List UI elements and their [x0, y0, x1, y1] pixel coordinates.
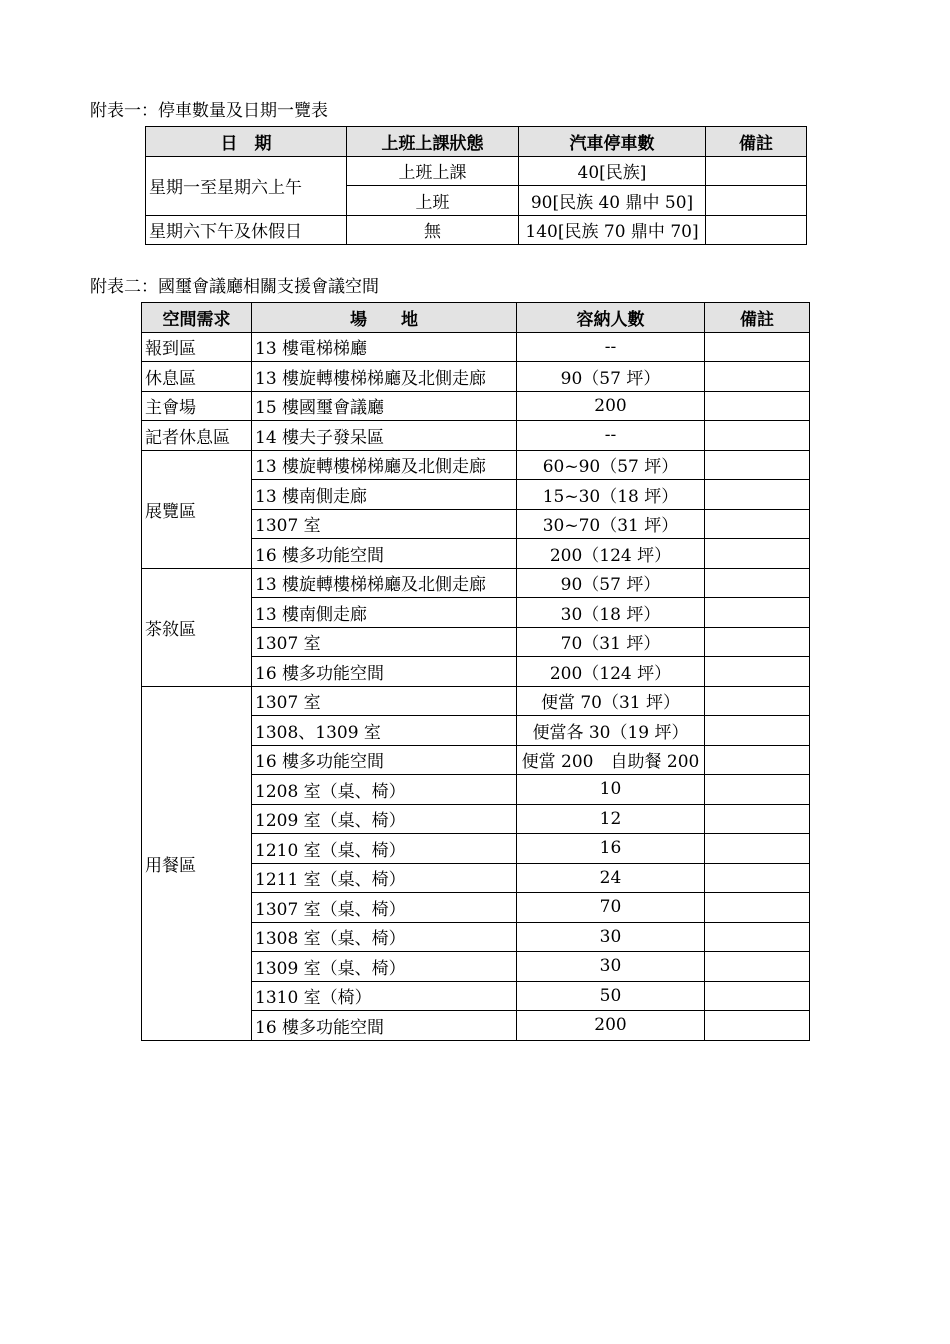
- cell-date: 星期六下午及休假日: [146, 215, 347, 245]
- cell-note: [705, 450, 810, 480]
- cell-note: [705, 834, 810, 864]
- cell-date: 星期一至星期六上午: [146, 156, 347, 215]
- cell-note: [705, 804, 810, 834]
- cell-capacity: 200（124 坪）: [517, 657, 705, 687]
- cell-capacity: 30: [517, 952, 705, 982]
- cell-venue: 1309 室（桌、椅）: [252, 952, 517, 982]
- cell-area: 茶敘區: [142, 568, 252, 686]
- cell-note: [705, 598, 810, 628]
- cell-capacity: 便當各 30（19 坪）: [517, 716, 705, 746]
- header-status: 上班上課狀態: [347, 127, 519, 157]
- cell-note: [705, 893, 810, 923]
- cell-venue: 1308、1309 室: [252, 716, 517, 746]
- cell-venue: 1307 室: [252, 627, 517, 657]
- cell-note: [705, 627, 810, 657]
- cell-venue: 1210 室（桌、椅）: [252, 834, 517, 864]
- cell-area: 休息區: [142, 362, 252, 392]
- cell-area: 展覽區: [142, 450, 252, 568]
- cell-capacity: 12: [517, 804, 705, 834]
- cell-area: 主會場: [142, 391, 252, 421]
- cell-note: [705, 568, 810, 598]
- table-row: [142, 450, 810, 480]
- header-area: 空間需求: [142, 303, 252, 333]
- cell-venue: 13 樓南側走廊: [252, 480, 517, 510]
- cell-venue: 1209 室（桌、椅）: [252, 804, 517, 834]
- table-row: [146, 215, 807, 245]
- cell-venue: 1307 室（桌、椅）: [252, 893, 517, 923]
- table2-caption: 附表二：國璽會議廳相關支援會議空間: [90, 277, 379, 297]
- cell-area: 記者休息區: [142, 421, 252, 451]
- cell-venue: 13 樓旋轉樓梯梯廳及北側走廊: [252, 362, 517, 392]
- cell-venue: 1307 室: [252, 686, 517, 716]
- cell-capacity: 10: [517, 775, 705, 805]
- meeting-space-table: [141, 302, 810, 1041]
- cell-parking: 140[民族 70 鼎中 70]: [519, 215, 706, 245]
- cell-venue: 1211 室（桌、椅）: [252, 863, 517, 893]
- cell-venue: 14 樓夫子發呆區: [252, 421, 517, 451]
- cell-capacity: 70: [517, 893, 705, 923]
- cell-note: [706, 215, 807, 245]
- table-row: [142, 568, 810, 598]
- cell-note: [705, 480, 810, 510]
- cell-capacity: 30: [517, 922, 705, 952]
- cell-venue: 13 樓電梯梯廳: [252, 332, 517, 362]
- header-date: 日 期: [146, 127, 347, 157]
- cell-status: 無: [347, 215, 519, 245]
- header-note: 備註: [706, 127, 807, 157]
- cell-venue: 16 樓多功能空間: [252, 657, 517, 687]
- cell-capacity: --: [517, 421, 705, 451]
- cell-note: [705, 863, 810, 893]
- cell-note: [705, 922, 810, 952]
- cell-capacity: 便當 70（31 坪）: [517, 686, 705, 716]
- table-row: [142, 362, 810, 392]
- cell-capacity: --: [517, 332, 705, 362]
- cell-capacity: 200: [517, 1011, 705, 1041]
- table1-caption: 附表一：停車數量及日期一覽表: [90, 101, 328, 121]
- cell-note: [705, 421, 810, 451]
- cell-area: 報到區: [142, 332, 252, 362]
- cell-capacity: 70（31 坪）: [517, 627, 705, 657]
- cell-note: [705, 509, 810, 539]
- cell-parking: 90[民族 40 鼎中 50]: [519, 186, 706, 216]
- cell-note: [705, 745, 810, 775]
- cell-venue: 16 樓多功能空間: [252, 539, 517, 569]
- cell-capacity: 30~70（31 坪）: [517, 509, 705, 539]
- cell-venue: 1307 室: [252, 509, 517, 539]
- cell-note: [705, 1011, 810, 1041]
- cell-note: [705, 391, 810, 421]
- header-capacity: 容納人數: [517, 303, 705, 333]
- cell-status: 上班上課: [347, 156, 519, 186]
- cell-note: [706, 186, 807, 216]
- table-row: [142, 332, 810, 362]
- cell-venue: 1308 室（桌、椅）: [252, 922, 517, 952]
- cell-parking: 40[民族]: [519, 156, 706, 186]
- cell-venue: 1310 室（椅）: [252, 981, 517, 1011]
- table-row: [142, 686, 810, 716]
- cell-capacity: 200（124 坪）: [517, 539, 705, 569]
- table-row: [146, 156, 807, 186]
- table-row: [142, 421, 810, 451]
- cell-capacity: 60~90（57 坪）: [517, 450, 705, 480]
- cell-venue: 13 樓南側走廊: [252, 598, 517, 628]
- table-header-row: [142, 303, 810, 333]
- cell-note: [706, 156, 807, 186]
- cell-capacity: 200: [517, 391, 705, 421]
- cell-capacity: 90（57 坪）: [517, 568, 705, 598]
- cell-note: [705, 775, 810, 805]
- cell-venue: 15 樓國璽會議廳: [252, 391, 517, 421]
- table-row: [142, 391, 810, 421]
- header-parking: 汽車停車數: [519, 127, 706, 157]
- cell-note: [705, 657, 810, 687]
- parking-table: [145, 126, 807, 245]
- cell-note: [705, 362, 810, 392]
- table-header-row: [146, 127, 807, 157]
- cell-capacity: 24: [517, 863, 705, 893]
- cell-capacity: 50: [517, 981, 705, 1011]
- cell-note: [705, 539, 810, 569]
- header-venue: 場 地: [252, 303, 517, 333]
- cell-venue: 16 樓多功能空間: [252, 745, 517, 775]
- cell-capacity: 15~30（18 坪）: [517, 480, 705, 510]
- cell-note: [705, 981, 810, 1011]
- cell-note: [705, 332, 810, 362]
- cell-venue: 13 樓旋轉樓梯梯廳及北側走廊: [252, 450, 517, 480]
- cell-status: 上班: [347, 186, 519, 216]
- cell-capacity: 16: [517, 834, 705, 864]
- cell-venue: 13 樓旋轉樓梯梯廳及北側走廊: [252, 568, 517, 598]
- header-note: 備註: [705, 303, 810, 333]
- cell-venue: 1208 室（桌、椅）: [252, 775, 517, 805]
- cell-venue: 16 樓多功能空間: [252, 1011, 517, 1041]
- cell-area: 用餐區: [142, 686, 252, 1040]
- cell-capacity: 便當 200 自助餐 200: [517, 745, 705, 775]
- cell-note: [705, 686, 810, 716]
- cell-capacity: 30（18 坪）: [517, 598, 705, 628]
- cell-capacity: 90（57 坪）: [517, 362, 705, 392]
- cell-note: [705, 952, 810, 982]
- cell-note: [705, 716, 810, 746]
